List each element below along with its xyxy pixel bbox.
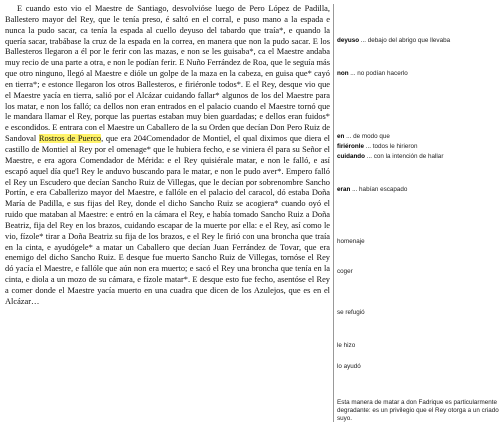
gloss-deyuso — [337, 37, 499, 45]
gloss-footnote — [337, 399, 499, 423]
gloss-definition: ... habían escapado — [352, 186, 408, 193]
gloss-se-refugio — [337, 309, 499, 317]
gloss-term: non — [337, 70, 349, 77]
gloss-definition: ... con la intención de hallar — [366, 153, 444, 160]
gloss-term: eran — [337, 186, 351, 193]
gloss-eran — [337, 186, 499, 194]
gloss-definition: Esta manera de matar a don Fadrique es particularmente degradante: es un privilegio que el Rey otorga a un criado suyo. — [337, 399, 499, 422]
gloss-le-hizo — [337, 342, 499, 350]
gloss-term: cuidando — [337, 153, 365, 160]
gloss-term: deyuso — [337, 37, 360, 44]
gloss-definition: ... debajo del abrigo que llevaba — [360, 37, 451, 44]
body-text-part-2: , que era 204Comendador de Montiel, el qual diximos que diera el castillo de Montiel al Rey por el omenage* que le hubiera fecho, e se viniera él para su Señor el Maestre, e era agora Comendador de Mérida: e el Rey quisiérale matar, e non le falló, e así escapó aquel día que'l Rey le anduvo buscando para le matar, e non le pudo aver*. Empero falló el Rey un Escudero que decían Sancho Ruiz de Villegas, que le decían por sobrenombre Sancho Portín, e era Caballerizo mayor del Maestre, e fallóle en el palacio del caracol, dó estaba Doña María de Padilla, e sus fijas del Rey, donde el dicho Sancho Ruiz se acogiera* cuando oyó el ruido que mataban al Maestre: e entró en la cámara el Rey, e había tomado Sancho Ruiz a Doña Beatriz, fija del Rey en los brazos, cuidando escapar de la muerte por ella: e el Rey, así como le vio, fízole* tirar a Doña Beatriz su fija de los brazos, e el Rey le firió con una broncha que traía en la cinta, e ayudógele* a matar un Caballero que decían Juan Ferrández de Tovar, que era enemigo del dicho Sancho Ruiz. E desque fue muerto Sancho Ruiz de Villegas, tornóse el Rey dó yacía el Maestre, e fallóle que aún non era muerto; e sacó el Rey una broncha que tenía en la cinta, e diola a un mozo de su cámara, e fízole matar*. E desque esto fue fecho, asentóse el Rey a comer donde el Maestre yacía muerto en una cuadra que dicen de los Azulejos, que es en el Alcázar… — [5, 134, 331, 306]
gloss-definition: lo ayudó — [337, 363, 361, 370]
gloss-term: firiéronle — [337, 143, 364, 150]
gloss-firieronle — [337, 143, 499, 151]
gloss-definition: se refugió — [337, 309, 365, 316]
gloss-definition: ... de modo que — [346, 133, 390, 140]
gloss-definition: ... no podían hacerlo — [350, 70, 408, 77]
gloss-definition: le hizo — [337, 342, 356, 349]
column-divider — [333, 4, 334, 422]
gloss-definition: homenaje — [337, 238, 365, 245]
gloss-cuidando — [337, 153, 499, 161]
gloss-non — [337, 70, 499, 78]
body-text — [5, 4, 330, 308]
gloss-en — [337, 133, 499, 141]
gloss-definition: coger — [337, 268, 353, 275]
body-text-part-1: E cuando esto vio el Maestre de Santiago, desvolvióse luego de Pero López de Padilla, Ballestero mayor del Rey, que le tenía preso, é saltó en el corral, e puso mano a la espada e nunca la pudo sacar, ca tenía la espada al cuello deyuso del tabardo que traía*, e quando la quería sacar, trabábase la cruz de la espada en la correa, en manera que non la pudo sacar. E los Ballesteros llegaron a él por le ferir con las mazas, e non se les guisaba*, ca el Maestre andaba muy recio de una parte a otra, e non le podían ferir. E Nuño Ferrández de Roa, que le seguía más que otro ninguno, llegó al Maestre e dióle un golpe de la maza en la cabeza, en guisa que* cayó en tierra*; e estonce llegaron los otros Ballesteros, e firiéronle todos*. E el Rey, desque vio que el Maestre yacía en tierra, salió por el Alcázar cuidando fallar* algunos de los del Maestre para los matar, e non los falló; ca dellos non eran entrados en el palacio cuando el Maestre tornó que le mandara llamar el Rey, porque las puertas estaban muy bien guardadas; e dellos eran fuidos* e escondidos. E entrara con el Maestre un Caballero de la su Orden que decían Don Pero Ruiz de Sandoval — [5, 4, 330, 144]
gloss-homenaje — [337, 238, 499, 246]
gloss-lo-ayudo — [337, 363, 499, 371]
gloss-coger — [337, 268, 499, 276]
gloss-term: en — [337, 133, 345, 140]
gloss-definition: ... todos le hirieron — [365, 143, 418, 150]
highlighted-phrase: Rostros de Puerco — [38, 134, 102, 144]
